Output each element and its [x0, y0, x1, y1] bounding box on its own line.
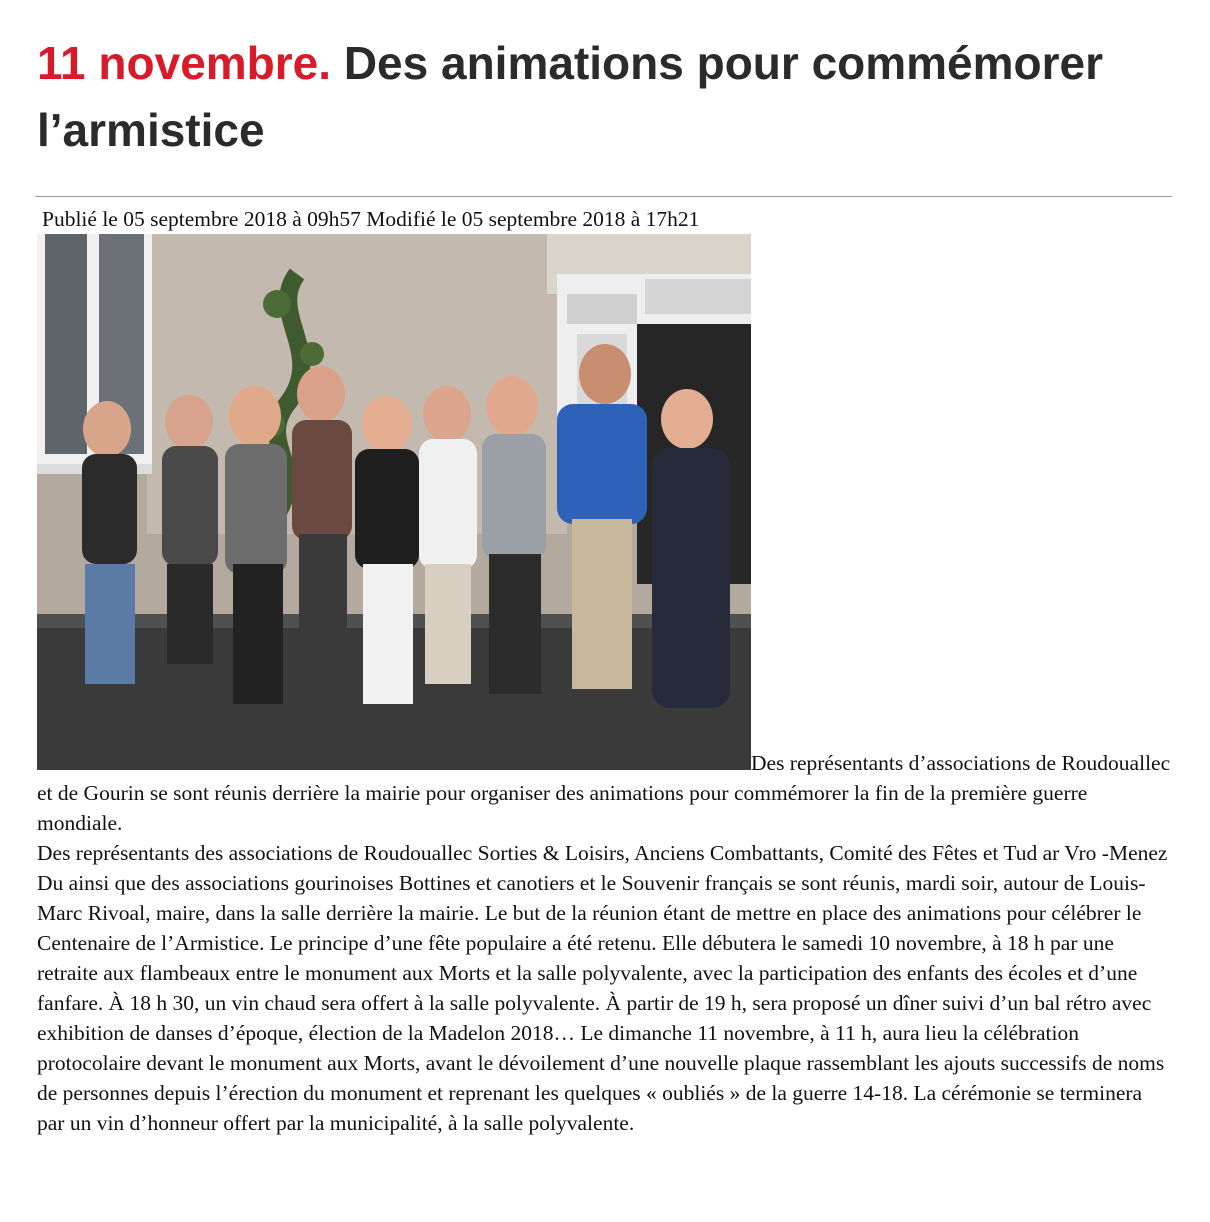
headline-title: Des animations pour commémorer l’armistice — [37, 37, 1104, 156]
group-photo — [37, 234, 751, 770]
article-body — [37, 204, 1172, 1138]
headline-divider — [35, 196, 1172, 197]
article-paragraph: Des représentants des associations de Roudouallec Sorties & Loisirs, Anciens Combattants, Comité des Fêtes et Tud ar Vro -Menez Du ainsi que des associations gourinoises Bottines et canotiers et le Souvenir français se sont réunis, mardi soir, autour de Louis-Marc Rivoal, maire, dans la salle derrière la mairie. Le but de la réunion étant de mettre en place des animations pour célébrer le Centenaire de l’Armistice. Le principe d’une fête populaire a été retenu. Elle débutera le samedi 10 novembre, à 18 h par une retraite aux flambeaux entre le monument aux Morts et la salle polyvalente, avec la participation des enfants des écoles et d’une fanfare. À 18 h 30, un vin chaud sera offert à la salle polyvalente. À partir de 19 h, sera proposé un dîner suivi d’un bal rétro avec exhibition de danses d’époque, élection de la Madelon 2018… Le dimanche 11 novembre, à 11 h, aura lieu la célébration protocolaire devant le monument aux Morts, avant le dévoilement d’une nouvelle plaque rassemblant les ajouts successifs de noms de personnes depuis l’érection du monument et reprenant les quelques « oubliés » de la guerre 14-18. La cérémonie se terminera par un vin d’honneur offert par la municipalité, à la salle polyvalente. — [37, 841, 1168, 1135]
publication-meta: Publié le 05 septembre 2018 à 09h57 Modifié le 05 septembre 2018 à 17h21 — [42, 207, 700, 231]
photo-caption: Des représentants d’associations de Roudouallec et de Gourin se sont réunis derrière la mairie pour organiser des animations pour commémorer la fin de la première guerre mondiale. — [37, 751, 1171, 835]
headline-kicker: 11 novembre. — [37, 37, 332, 89]
article-headline — [37, 30, 1167, 164]
